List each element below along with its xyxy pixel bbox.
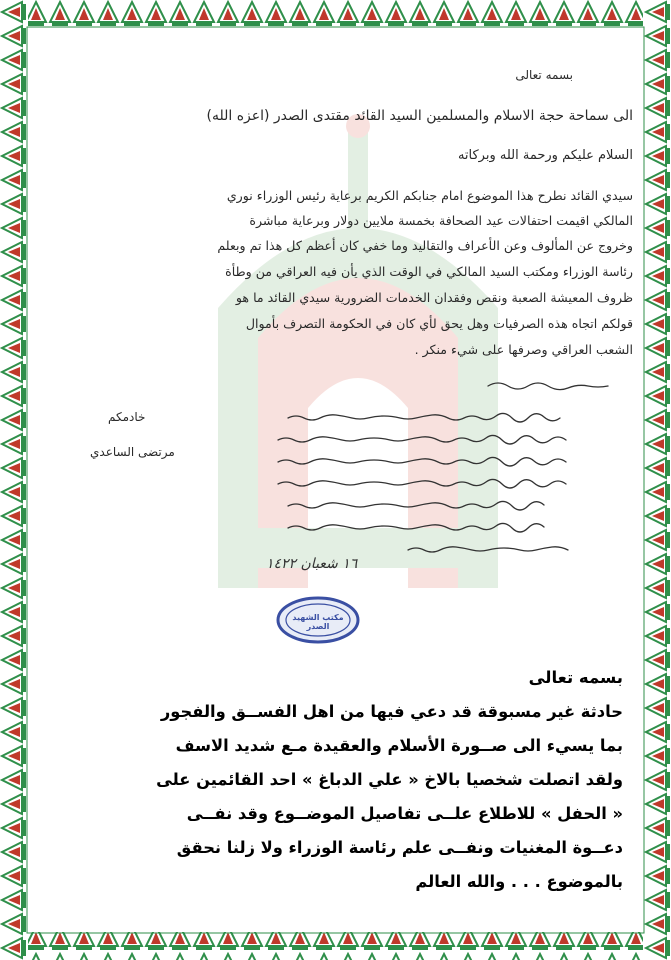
transcript-line: بالموضوع . . . والله العالم	[415, 872, 623, 891]
transcript-line: حادثة غير مسبوقة قد دعي فيها من اهل الفســق والفجور	[160, 702, 623, 721]
letter-body-line: رئاسة الوزراء ومكتب السيد المالكي في الوقت الذي يأن فيه العراقي من وطأة	[225, 264, 633, 279]
letter-body-line: ظروف المعيشة الصعبة ونقص وفقدان الخدمات الضرورية سيدي القائد ما هو	[235, 290, 633, 305]
transcript-line: ولقد اتصلت شخصيا بالاخ « علي الدباغ » احد القائمين على	[156, 770, 623, 789]
letter-body-line: قولكم اتجاه هذه الصرفيات وهل يحق لأي كان في الحكومة التصرف بأموال	[245, 316, 633, 331]
transcript-line: دعــوة المغنيات ونفــى علم رئاسة الوزراء ولا زلنا نحقق	[176, 838, 623, 857]
signer-title: خادمكم	[108, 410, 146, 424]
letter-bismillah: بسمه تعالى	[515, 68, 573, 82]
letter-recipient: الى سماحة حجة الاسلام والمسلمين السيد القائد مقتدى الصدر (اعزه الله)	[206, 108, 633, 124]
transcript-line: « الحفل » للاطلاع علــى تفاصيل الموضــوع وقد نفــى	[186, 804, 623, 823]
signer-name: مرتضى الساعدي	[90, 445, 175, 459]
seal-text: مكتب الشهيد الصدر	[292, 613, 344, 631]
handwritten-date: ١٦ شعبان ١٤٢٢	[266, 556, 358, 572]
letter-body-line: سيدي القائد نطرح هذا الموضوع امام جنابكم الكريم برعاية رئيس الوزراء نوري	[226, 188, 633, 203]
letter-body-line: الشعب العراقي وصرفها على شيء منكر .	[414, 342, 633, 357]
letter-body-line: المالكي اقيمت احتفالات عيد الصحافة بخمسة ملايين دولار وبرعاية مباشرة	[249, 213, 633, 228]
letter-body-line: وخروج عن المألوف وعن الأعراف والتقاليد وما خفي كان أعظم كل هذا تم وبعلم	[217, 238, 633, 253]
transcript-line: بما يسيء الى صــورة الأسلام والعقيدة مـع شديد الاسف	[175, 736, 623, 755]
letter-greeting: السلام عليكم ورحمة الله وبركاته	[457, 148, 633, 163]
transcript-title: بسمه تعالى	[528, 668, 623, 687]
document-page	[28, 28, 643, 932]
office-seal	[276, 596, 360, 644]
